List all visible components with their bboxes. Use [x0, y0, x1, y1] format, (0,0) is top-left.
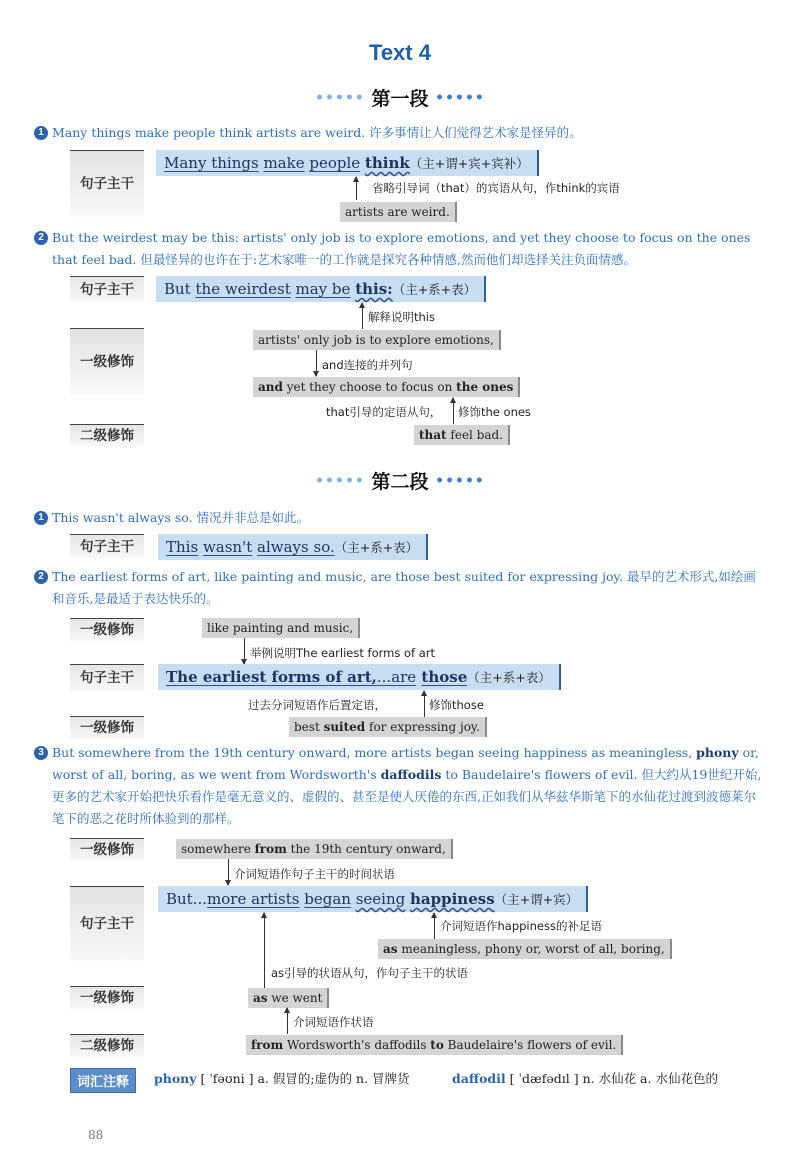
annotation-text: that引导的定语从句， — [326, 405, 442, 419]
phonetic: [ ˈfəʊni ] — [200, 1071, 254, 1086]
sentence-text: The earliest forms of art, like painting and music, are those best suited for expressing joy. 最早的艺术形式,如绘画和音乐,是最适于表达快乐的。 — [52, 569, 756, 606]
annotation: 介词短语作happiness的补足语 — [440, 919, 602, 933]
label-main: 句子主干 — [70, 887, 144, 961]
object: people — [309, 154, 361, 172]
arrow-up-icon — [453, 398, 454, 424]
vocab-word: daffodils — [380, 767, 442, 782]
modifier-text: meaningless, phony or, worst of all, boring, — [397, 942, 665, 956]
annotation: 省略引导词（that）的宾语从句，作think的宾语 — [372, 181, 620, 195]
vocab-word: daffodil — [452, 1071, 506, 1086]
annotation: 介词短语作句子主干的时间状语 — [234, 867, 395, 881]
arrow-up-icon — [362, 303, 363, 329]
subject: The earliest forms of art, — [166, 668, 377, 686]
section-header-1 — [0, 84, 800, 111]
modifier-text: the 19th century onward, — [286, 842, 446, 856]
sentence-text: to Baudelaire's flowers of evil. 但大约从19世纪开始,更多的艺术家开始把快乐看作是毫无意义的、虚假的、甚至是使人厌倦的东西,正如我们从华兹华斯笔下的水仙花过渡到波德莱尔笔下的恶之花时所体验到的那样。 — [52, 767, 762, 826]
modifier — [414, 425, 510, 445]
verb: began — [304, 890, 351, 908]
subject: Many things — [164, 154, 259, 172]
subject: more artists — [207, 890, 300, 908]
arrow-down-icon — [228, 859, 229, 885]
annotation: 过去分词短语作后置定语， — [248, 698, 386, 712]
modifier-text: Wordsworth's daffodils — [283, 1038, 431, 1052]
structure-note: （主+系+表） — [392, 282, 477, 297]
section-label: 第二段 — [371, 471, 429, 493]
annotation: 修饰those — [429, 698, 484, 712]
modifier — [289, 717, 487, 737]
keyword: the ones — [456, 380, 514, 394]
arrow-down-icon — [244, 638, 245, 664]
structure-note: （主+系+表） — [467, 670, 551, 685]
arrow-up-icon — [424, 691, 425, 717]
label-level1: 一级修饰 — [70, 839, 144, 861]
sentence-number: 3 — [34, 746, 48, 760]
predicative: those — [421, 668, 468, 686]
subject: the weirdest — [195, 280, 291, 298]
label-level1: 一级修饰 — [70, 987, 144, 1009]
conjunction: But... — [166, 890, 208, 908]
annotation: 介词短语作状语 — [293, 1015, 374, 1029]
modifier-text: feel bad. — [446, 428, 504, 442]
modifier — [246, 1035, 623, 1055]
keyword: from — [254, 842, 287, 856]
keyword: as — [253, 991, 268, 1005]
section-header-2 — [0, 467, 800, 494]
modifier-text: Baudelaire's flowers of evil. — [443, 1038, 617, 1052]
arrow-up-icon — [356, 177, 357, 200]
sentence-number: 2 — [34, 231, 48, 245]
modifier — [378, 939, 672, 959]
modifier-text: for expressing joy. — [365, 720, 480, 734]
section-dots-right: ••••• — [435, 90, 485, 106]
sentence-text: This wasn't always so. 情况并非总是如此。 — [52, 510, 310, 525]
predicative: this: — [355, 280, 393, 298]
conjunction: But — [164, 280, 191, 298]
keyword: and — [258, 380, 283, 394]
sentence-text: Many things make people think artists are weird. 许多事情让人们觉得艺术家是怪异的。 — [52, 125, 582, 140]
sentence-text: But the weirdest may be this: artists' only job is to explore emotions, and yet they choose to focus on the ones that feel bad. 但最怪异的也许在于:艺术家唯一的工作就是探究各种情感,然而他们却选择关注负面情感。 — [52, 230, 751, 267]
section-dots-right: ••••• — [435, 473, 485, 489]
annotation: 修饰the ones — [458, 405, 531, 419]
arrow-up-icon — [287, 1008, 288, 1034]
modifier — [248, 988, 329, 1008]
keyword: suited — [323, 720, 366, 734]
predicative: always so. — [257, 538, 335, 556]
label-level1: 一级修饰 — [70, 329, 144, 395]
vocab-label: 词汇注释 — [70, 1068, 136, 1093]
complement: think — [364, 154, 410, 172]
vocab-word: phony — [696, 745, 739, 760]
label-main: 句子主干 — [70, 665, 144, 691]
section-dots-left: ••••• — [315, 473, 365, 489]
modifier-text: somewhere — [181, 842, 255, 856]
modifier: artists are weird. — [340, 202, 457, 222]
keyword: that — [419, 428, 447, 442]
definition: n. 水仙花 a. 水仙花色的 — [582, 1071, 718, 1086]
verb-object: seeing — [355, 890, 406, 908]
arrow-down-icon — [316, 350, 317, 376]
arrow-up-icon — [434, 913, 435, 939]
main-clause — [158, 886, 588, 912]
modifier-text: best — [294, 720, 324, 734]
definition: a. 假冒的;虚伪的 n. 冒牌货 — [257, 1071, 410, 1086]
subject: This — [166, 538, 199, 556]
annotation: and连接的并列句 — [322, 358, 413, 372]
modifier: artists' only job is to explore emotions, — [253, 330, 501, 350]
keyword: as — [383, 942, 398, 956]
sentence-p2-1 — [38, 507, 762, 529]
vocab-entry-1 — [154, 1069, 410, 1087]
main-clause — [158, 534, 428, 560]
vocab-word: phony — [154, 1071, 197, 1086]
label-main: 句子主干 — [70, 151, 144, 217]
modifier — [253, 377, 520, 397]
label-main: 句子主干 — [70, 535, 144, 559]
main-clause — [158, 664, 561, 690]
main-clause — [156, 276, 486, 302]
main-clause — [156, 150, 539, 176]
label-level1: 一级修饰 — [70, 619, 144, 641]
sentence-p1-2 — [38, 227, 762, 271]
structure-note: （主+谓+宾） — [494, 892, 579, 907]
sentence-p1-1 — [38, 122, 762, 144]
modifier: like painting and music, — [202, 618, 360, 638]
label-main: 句子主干 — [70, 277, 144, 303]
modifier-text: yet they choose to focus on — [282, 380, 457, 394]
phonetic: [ ˈdæfədɪl ] — [509, 1071, 579, 1086]
sentence-number: 2 — [34, 570, 48, 584]
annotation — [326, 404, 441, 420]
annotation: 解释说明this — [368, 310, 435, 324]
section-label: 第一段 — [371, 88, 429, 110]
sentence-p2-2 — [38, 566, 762, 610]
label-level2: 二级修饰 — [70, 1035, 144, 1057]
label-level2: 二级修饰 — [70, 425, 144, 447]
page-number: 88 — [88, 1128, 104, 1142]
section-dots-left: ••••• — [315, 90, 365, 106]
page-title: Text 4 — [369, 40, 431, 65]
keyword: to — [430, 1038, 444, 1052]
vocab-entry-2 — [452, 1069, 718, 1087]
label-level1: 一级修饰 — [70, 717, 144, 739]
sentence-number: 1 — [34, 126, 48, 140]
verb: wasn't — [202, 538, 253, 556]
keyword: from — [251, 1038, 284, 1052]
verb: ...are — [376, 668, 417, 686]
modifier — [176, 839, 453, 859]
structure-note: （主+系+表） — [334, 540, 419, 555]
arrow-up-icon — [264, 913, 265, 989]
annotation: as引导的状语从句，作句子主干的状语 — [271, 966, 469, 980]
sentence-text: But somewhere from the 19th century onward, more artists began seeing happiness as meaningless, — [52, 745, 697, 760]
verb: may be — [295, 280, 351, 298]
object: happiness — [410, 890, 495, 908]
sentence-text: or, worst of all, boring, as we went from Wordsworth's — [52, 745, 759, 782]
sentence-number: 1 — [34, 511, 48, 525]
modifier-text: we went — [267, 991, 323, 1005]
verb: make — [263, 154, 305, 172]
sentence-p2-3 — [38, 742, 762, 830]
structure-note: （主+谓+宾+宾补） — [409, 156, 529, 171]
annotation: 举例说明The earliest forms of art — [250, 646, 435, 660]
